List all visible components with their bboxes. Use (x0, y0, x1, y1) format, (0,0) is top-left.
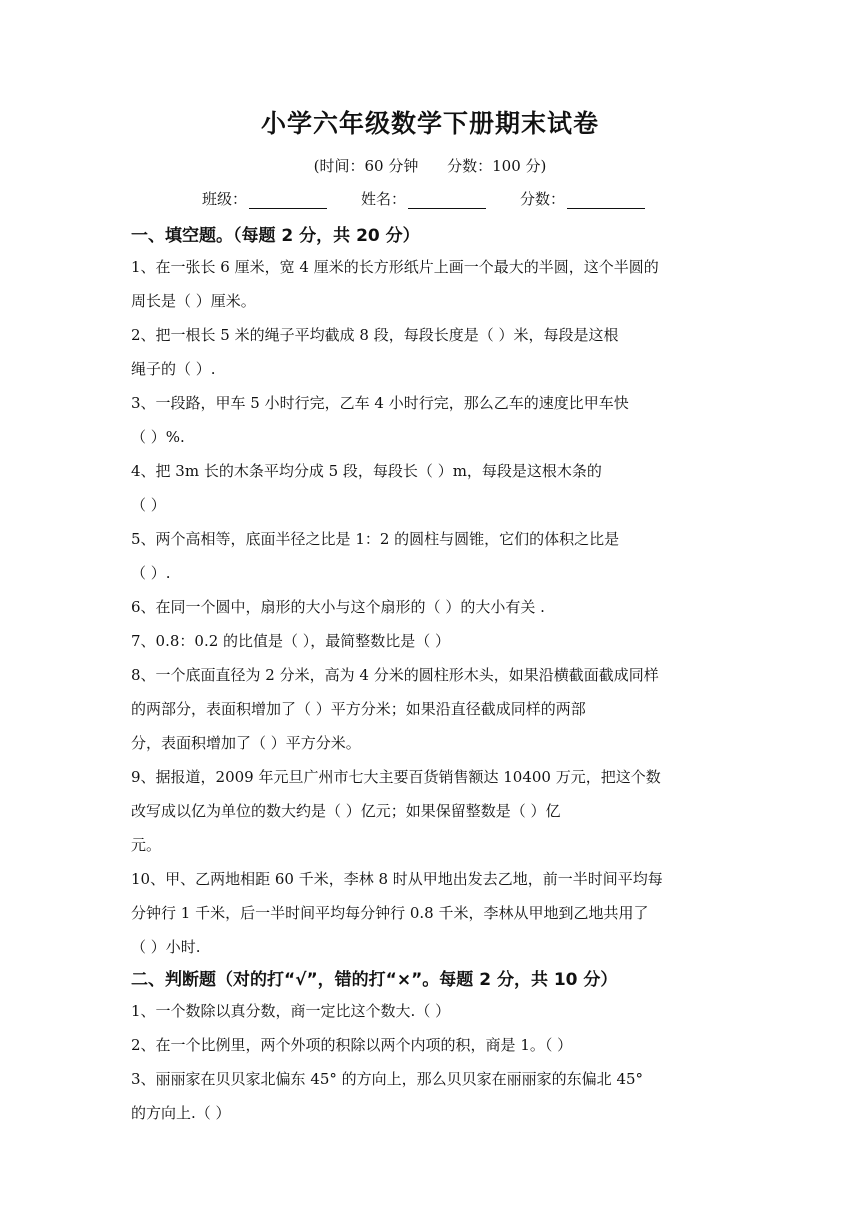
question-line: 元。 (131, 836, 162, 854)
question-line: 2、在一个比例里，两个外项的积除以两个内项的积，商是 1。（ ） (131, 1036, 573, 1054)
question-line: 6、在同一个圆中，扇形的大小与这个扇形的（ ）的大小有关 . (131, 598, 545, 616)
exam-content (131, 222, 731, 1130)
exam-time: (时间：60 分钟 (313, 157, 419, 175)
question-item (131, 386, 731, 454)
name-blank[interactable] (408, 190, 486, 209)
question-line: 的两部分，表面积增加了（ ）平方分米；如果沿直径截成同样的两部 (131, 700, 586, 718)
question-line: 分，表面积增加了（ ）平方分米。 (131, 734, 361, 752)
name-field (361, 188, 486, 209)
question-item (131, 454, 731, 522)
section-heading: 一、填空题。（每题 2 分，共 20 分） (131, 226, 420, 246)
question-line: 4、把 3m 长的木条平均分成 5 段，每段长（ ）m，每段是这根木条的 (131, 462, 602, 480)
question-line: 5、两个高相等，底面半径之比是 1：2 的圆柱与圆锥，它们的体积之比是 (131, 530, 620, 548)
question-line: （ ）小时. (131, 938, 201, 956)
question-line: 分钟行 1 千米，后一半时间平均每分钟行 0.8 千米，李林从甲地到乙地共用了 (131, 904, 649, 922)
score-blank[interactable] (567, 190, 645, 209)
question-line: 7、0.8：0.2 的比值是（ ），最简整数比是（ ） (131, 632, 451, 650)
score-field (520, 188, 645, 209)
question-item (131, 522, 731, 590)
question-item (131, 658, 731, 760)
student-info-row (202, 188, 679, 209)
question-line: 2、把一根长 5 米的绳子平均截成 8 段，每段长度是（ ）米，每段是这根 (131, 326, 619, 344)
question-item (131, 862, 731, 964)
question-item (131, 590, 731, 624)
exam-title: 小学六年级数学下册期末试卷 (260, 109, 599, 138)
question-line: 周长是（ ）厘米。 (131, 292, 256, 310)
class-field (202, 188, 327, 209)
question-item (131, 624, 731, 658)
question-item (131, 318, 731, 386)
question-line: 8、一个底面直径为 2 分米，高为 4 分米的圆柱形木头，如果沿横截面截成同样 (131, 666, 659, 684)
question-item (131, 250, 731, 318)
question-line: 3、一段路，甲车 5 小时行完，乙车 4 小时行完，那么乙车的速度比甲车快 (131, 394, 629, 412)
question-line: （ ）%. (131, 428, 185, 446)
name-label: 姓名： (361, 190, 407, 208)
question-line: 10、甲、乙两地相距 60 千米，李林 8 时从甲地出发去乙地，前一半时间平均每 (131, 870, 663, 888)
question-item (131, 760, 731, 862)
question-line: 的方向上.（ ） (131, 1104, 231, 1122)
class-label: 班级： (202, 190, 248, 208)
question-line: 9、据报道，2009 年元旦广州市七大主要百货销售额达 10400 万元，把这个数 (131, 768, 661, 786)
question-line: 改写成以亿为单位的数大约是（ ）亿元；如果保留整数是（ ）亿 (131, 802, 561, 820)
question-item (131, 1028, 731, 1062)
question-line: 1、一个数除以真分数，商一定比这个数大.（ ） (131, 1002, 451, 1020)
question-line: （ ） (131, 496, 166, 514)
question-line: 1、在一张长 6 厘米，宽 4 厘米的长方形纸片上画一个最大的半圆，这个半圆的 (131, 258, 659, 276)
question-line: 绳子的（ ）. (131, 360, 216, 378)
question-line: （ ）. (131, 564, 171, 582)
question-item (131, 1062, 731, 1130)
class-blank[interactable] (249, 190, 327, 209)
section-heading: 二、判断题（对的打“√”，错的打“×”。每题 2 分，共 10 分） (131, 970, 618, 990)
score-label: 分数： (520, 190, 566, 208)
question-line: 3、丽丽家在贝贝家北偏东 45° 的方向上，那么贝贝家在丽丽家的东偏北 45° (131, 1070, 644, 1088)
exam-total-score: 分数：100 分) (447, 157, 547, 175)
question-item (131, 994, 731, 1028)
exam-subtitle (0, 155, 860, 176)
